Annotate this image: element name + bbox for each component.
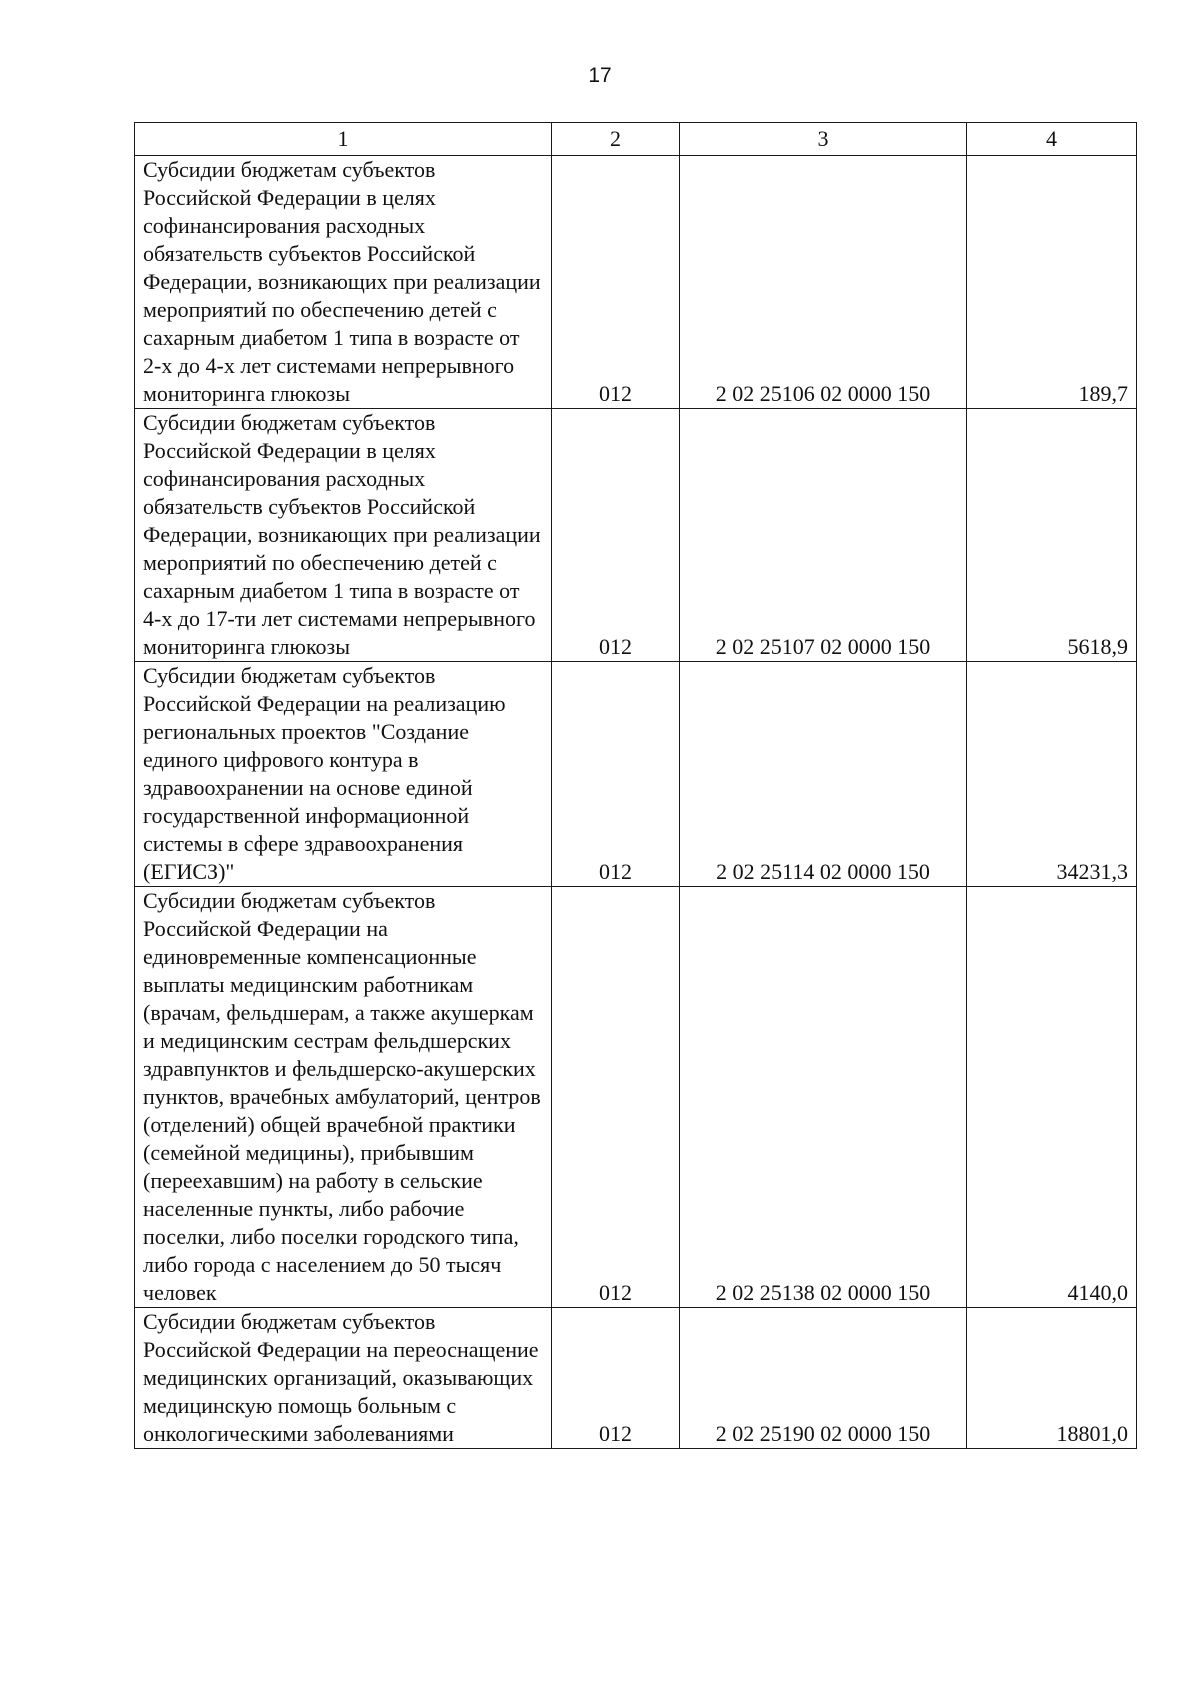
row-amount: 5618,9 <box>967 409 1137 662</box>
row-admin-code: 012 <box>552 662 680 887</box>
column-header-1: 1 <box>135 123 552 156</box>
row-budget-classification-code: 2 02 25138 02 0000 150 <box>680 887 967 1308</box>
budget-revenue-table <box>134 122 1137 1449</box>
page-number: 17 <box>588 64 612 87</box>
row-admin-code: 012 <box>552 409 680 662</box>
row-admin-code: 012 <box>552 887 680 1308</box>
row-budget-classification-code: 2 02 25107 02 0000 150 <box>680 409 967 662</box>
column-header-3: 3 <box>680 123 967 156</box>
row-description: Субсидии бюджетам субъектов Российской Федерации в целях софинансирования расходных обязательств субъектов Российской Федерации, возникающих при реализации мероприятий по обеспечению детей с сахарным диабетом 1 типа в возрасте от 2-х до 4-х лет системами непрерывного мониторинга глюкозы <box>135 156 552 409</box>
row-description: Субсидии бюджетам субъектов Российской Федерации на переоснащение медицинских организаций, оказывающих медицинскую помощь больным с онкологическими заболеваниями <box>135 1308 552 1449</box>
row-description: Субсидии бюджетам субъектов Российской Федерации на единовременные компенсационные выплаты медицинским работникам (врачам, фельдшерам, а также акушеркам и медицинским сестрам фельдшерских здравпунктов и фельдшерско-акушерских пунктов, врачебных амбулаторий, центров (отделений) общей врачебной практики (семейной медицины), прибывшим (переехавшим) на работу в сельские населенные пункты, либо рабочие поселки, либо поселки городского типа, либо города с населением до 50 тысяч человек <box>135 887 552 1308</box>
row-amount: 18801,0 <box>967 1308 1137 1449</box>
row-budget-classification-code: 2 02 25114 02 0000 150 <box>680 662 967 887</box>
column-header-2: 2 <box>552 123 680 156</box>
row-amount: 34231,3 <box>967 662 1137 887</box>
row-amount: 189,7 <box>967 156 1137 409</box>
table-row <box>135 662 1137 887</box>
row-admin-code: 012 <box>552 1308 680 1449</box>
row-budget-classification-code: 2 02 25190 02 0000 150 <box>680 1308 967 1449</box>
row-budget-classification-code: 2 02 25106 02 0000 150 <box>680 156 967 409</box>
row-description: Субсидии бюджетам субъектов Российской Федерации на реализацию региональных проектов "Создание единого цифрового контура в здравоохранении на основе единой государственной информационной системы в сфере здравоохранения (ЕГИСЗ)" <box>135 662 552 887</box>
table-row <box>135 1308 1137 1449</box>
table-row <box>135 409 1137 662</box>
column-number-row <box>135 123 1137 156</box>
row-admin-code: 012 <box>552 156 680 409</box>
row-amount: 4140,0 <box>967 887 1137 1308</box>
row-description: Субсидии бюджетам субъектов Российской Федерации в целях софинансирования расходных обязательств субъектов Российской Федерации, возникающих при реализации мероприятий по обеспечению детей с сахарным диабетом 1 типа в возрасте от 4-х до 17-ти лет системами непрерывного мониторинга глюкозы <box>135 409 552 662</box>
table-row <box>135 887 1137 1308</box>
column-header-4: 4 <box>967 123 1137 156</box>
table-row <box>135 156 1137 409</box>
